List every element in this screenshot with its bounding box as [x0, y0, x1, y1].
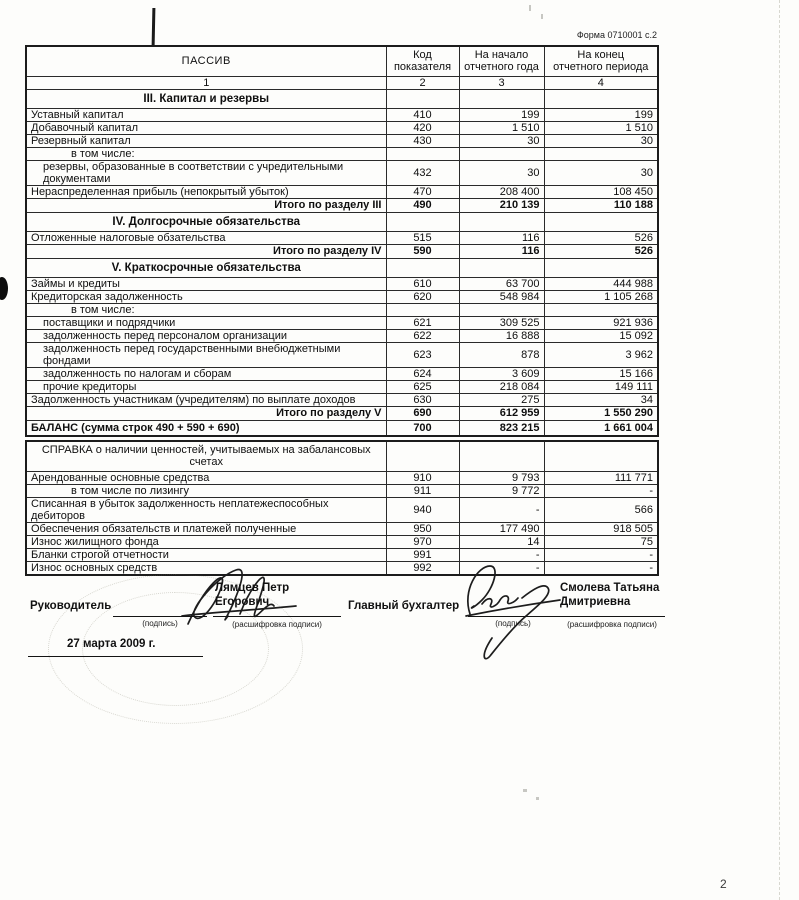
row-end-value [544, 303, 658, 316]
row-label: Нераспределенная прибыль (непокрытый убыток) [26, 185, 386, 198]
scan-artifact-speck [529, 5, 531, 11]
scan-artifact-edge-line [779, 0, 780, 900]
row-end-value: - [544, 484, 658, 497]
row-begin-value: 3 609 [459, 367, 544, 380]
column-header-code [386, 46, 459, 76]
row-code: 410 [386, 108, 459, 121]
row-label: Отложенные налоговые обзательства [26, 231, 386, 244]
table-row [26, 231, 658, 244]
reference-title-row [26, 441, 658, 471]
column-number: 1 [26, 76, 386, 89]
director-signature-line [113, 616, 207, 617]
row-label: Износ жилищного фонда [26, 535, 386, 548]
balance-liabilities-table [25, 45, 659, 437]
row-code: 630 [386, 393, 459, 406]
table-row [26, 160, 658, 185]
column-header-passiv: ПАССИВ [26, 46, 386, 76]
row-code: 622 [386, 329, 459, 342]
row-end-value: 1 661 004 [544, 420, 658, 436]
column-header-code-line1: Код [413, 49, 432, 62]
row-code: 470 [386, 185, 459, 198]
column-header-end [544, 46, 658, 76]
row-end-value [544, 212, 658, 231]
row-label: III. Капитал и резервы [26, 89, 386, 108]
accountant-signature-line [468, 616, 558, 617]
row-label: задолженность перед государственными внебюджетными фондами [26, 342, 386, 367]
row-label: Бланки строгой отчетности [26, 548, 386, 561]
director-role-label: Руководитель [30, 600, 112, 612]
row-end-value: 30 [544, 134, 658, 147]
row-label: БАЛАНС (сумма строк 490 + 590 + 690) [26, 420, 386, 436]
table-row [26, 316, 658, 329]
row-label: поставщики и подрядчики [26, 316, 386, 329]
row-begin-value: 275 [459, 393, 544, 406]
table-row [26, 212, 658, 231]
table-row [26, 244, 658, 258]
row-begin-value: 218 084 [459, 380, 544, 393]
row-end-value: 110 188 [544, 198, 658, 212]
form-note: Форма 0710001 с.2 [576, 30, 657, 40]
row-begin-value: 199 [459, 108, 544, 121]
row-begin-value: - [459, 561, 544, 575]
row-code: 620 [386, 290, 459, 303]
reference-table-title: СПРАВКА о наличии ценностей, учитываемых на забалансовых счетах [26, 441, 386, 471]
table-row [26, 258, 658, 277]
row-code: 991 [386, 548, 459, 561]
date-line: 27 марта 2009 г. [67, 638, 156, 650]
accountant-name-line2: Дмитриевна [560, 595, 631, 608]
table-row [26, 147, 658, 160]
row-label: задолженность перед персоналом организации [26, 329, 386, 342]
table-row [26, 342, 658, 367]
row-code: 970 [386, 535, 459, 548]
accountant-sign-caption: (подпись) [495, 619, 531, 628]
row-code: 910 [386, 471, 459, 484]
director-name [215, 582, 289, 609]
row-begin-value: 14 [459, 535, 544, 548]
row-label: Задолженность участникам (учредителям) по выплате доходов [26, 393, 386, 406]
table-row [26, 393, 658, 406]
director-decode-line [213, 616, 341, 617]
row-code: 625 [386, 380, 459, 393]
date-underline [28, 656, 203, 657]
empty-cell [386, 441, 459, 471]
row-end-value: 15 166 [544, 367, 658, 380]
row-begin-value [459, 147, 544, 160]
row-end-value: 149 111 [544, 380, 658, 393]
table-row [26, 290, 658, 303]
row-begin-value: 177 490 [459, 522, 544, 535]
accountant-role-label: Главный бухгалтер [348, 600, 460, 612]
row-label: Займы и кредиты [26, 277, 386, 290]
row-end-value: 566 [544, 497, 658, 522]
row-end-value [544, 89, 658, 108]
row-code [386, 89, 459, 108]
scan-artifact-hole-shadow [0, 277, 8, 300]
accountant-name [560, 582, 659, 609]
row-begin-value: 1 510 [459, 121, 544, 134]
row-code: 624 [386, 367, 459, 380]
row-begin-value: 208 400 [459, 185, 544, 198]
table-row [26, 198, 658, 212]
row-end-value: 30 [544, 160, 658, 185]
row-label: Арендованные основные средства [26, 471, 386, 484]
accountant-name-line1: Смолева Татьяна [560, 582, 660, 594]
row-label: в том числе по лизингу [26, 484, 386, 497]
row-end-value: 15 092 [544, 329, 658, 342]
row-end-value [544, 258, 658, 277]
row-label: в том числе: [26, 147, 386, 160]
row-end-value: 526 [544, 244, 658, 258]
table-row [26, 121, 658, 134]
row-label: Кредиторская задолженность [26, 290, 386, 303]
row-label: резервы, образованные в соответствии с учредительными документами [26, 160, 386, 185]
row-label: Износ основных средств [26, 561, 386, 575]
row-label: Итого по разделу III [26, 198, 386, 212]
row-begin-value: 116 [459, 231, 544, 244]
table-row [26, 134, 658, 147]
row-begin-value: 309 525 [459, 316, 544, 329]
director-sign-caption: (подпись) [142, 619, 178, 628]
row-code [386, 212, 459, 231]
row-code [386, 258, 459, 277]
row-begin-value: 16 888 [459, 329, 544, 342]
table-row [26, 535, 658, 548]
table-row [26, 522, 658, 535]
director-decode-caption: (расшифровка подписи) [232, 620, 322, 629]
row-label: в том числе: [26, 303, 386, 316]
row-end-value: 1 105 268 [544, 290, 658, 303]
table-row [26, 420, 658, 436]
column-number-row [26, 76, 658, 89]
empty-cell [544, 441, 658, 471]
column-number: 3 [459, 76, 544, 89]
scan-artifact-speck [536, 797, 539, 800]
row-code: 420 [386, 121, 459, 134]
row-code: 621 [386, 316, 459, 329]
row-begin-value: 63 700 [459, 277, 544, 290]
row-label: Уставный капитал [26, 108, 386, 121]
row-end-value: 921 936 [544, 316, 658, 329]
row-code: 690 [386, 406, 459, 420]
row-code: 590 [386, 244, 459, 258]
column-header-end-line1: На конец [577, 49, 625, 62]
row-begin-value: 9 772 [459, 484, 544, 497]
row-label: задолженность по налогам и сборам [26, 367, 386, 380]
table-row [26, 277, 658, 290]
row-code: 430 [386, 134, 459, 147]
table-row [26, 497, 658, 522]
row-begin-value: - [459, 497, 544, 522]
row-end-value [544, 147, 658, 160]
row-end-value: 1 550 290 [544, 406, 658, 420]
row-begin-value [459, 212, 544, 231]
row-end-value: 1 510 [544, 121, 658, 134]
row-begin-value: 210 139 [459, 198, 544, 212]
table-row [26, 380, 658, 393]
table-row [26, 108, 658, 121]
table-header-row [26, 46, 658, 76]
row-code: 911 [386, 484, 459, 497]
row-end-value: 526 [544, 231, 658, 244]
row-end-value: - [544, 548, 658, 561]
row-label: V. Краткосрочные обязательства [26, 258, 386, 277]
column-header-end-line2: отчетного периода [553, 61, 649, 74]
table-row [26, 89, 658, 108]
column-number: 2 [386, 76, 459, 89]
row-begin-value [459, 89, 544, 108]
row-begin-value [459, 258, 544, 277]
row-code [386, 303, 459, 316]
row-end-value: - [544, 561, 658, 575]
table-row [26, 185, 658, 198]
row-label: Итого по разделу IV [26, 244, 386, 258]
row-code: 950 [386, 522, 459, 535]
scan-artifact-speck [541, 14, 543, 19]
row-label: Резервный капитал [26, 134, 386, 147]
row-begin-value: 116 [459, 244, 544, 258]
row-label: Списанная в убыток задолженность неплатежеспособных дебиторов [26, 497, 386, 522]
row-code: 610 [386, 277, 459, 290]
table-row [26, 471, 658, 484]
row-code: 700 [386, 420, 459, 436]
row-end-value: 918 505 [544, 522, 658, 535]
table-row [26, 329, 658, 342]
director-name-line2: Егорович [215, 595, 270, 608]
row-begin-value: 30 [459, 160, 544, 185]
column-header-code-line2: показателя [393, 61, 452, 74]
empty-cell [459, 441, 544, 471]
row-begin-value: 9 793 [459, 471, 544, 484]
row-label: Итого по разделу V [26, 406, 386, 420]
row-code: 515 [386, 231, 459, 244]
row-end-value: 108 450 [544, 185, 658, 198]
accountant-decode-line [557, 616, 665, 617]
accountant-signature [448, 560, 574, 664]
table-row [26, 484, 658, 497]
row-begin-value: 612 959 [459, 406, 544, 420]
off-balance-reference-table [25, 440, 659, 576]
row-code: 992 [386, 561, 459, 575]
table-row [26, 367, 658, 380]
row-label: Добавочный капитал [26, 121, 386, 134]
table-row [26, 303, 658, 316]
row-code: 432 [386, 160, 459, 185]
column-header-begin [459, 46, 544, 76]
row-code: 940 [386, 497, 459, 522]
row-begin-value: 30 [459, 134, 544, 147]
accountant-decode-caption: (расшифровка подписи) [567, 620, 657, 629]
column-header-begin-line1: На начало [474, 49, 529, 62]
scan-artifact-speck [523, 789, 527, 792]
column-number: 4 [544, 76, 658, 89]
row-code: 623 [386, 342, 459, 367]
row-begin-value [459, 303, 544, 316]
row-label: IV. Долгосрочные обязательства [26, 212, 386, 231]
director-name-line1: Лямцев Петр [215, 582, 290, 594]
row-end-value: 75 [544, 535, 658, 548]
row-end-value: 111 771 [544, 471, 658, 484]
row-end-value: 199 [544, 108, 658, 121]
row-begin-value: - [459, 548, 544, 561]
scan-artifact-pen-mark [152, 8, 155, 46]
row-code: 490 [386, 198, 459, 212]
row-end-value: 3 962 [544, 342, 658, 367]
row-label: прочие кредиторы [26, 380, 386, 393]
row-code [386, 147, 459, 160]
row-end-value: 444 988 [544, 277, 658, 290]
page-number: 2 [720, 877, 727, 891]
row-begin-value: 823 215 [459, 420, 544, 436]
row-begin-value: 548 984 [459, 290, 544, 303]
row-begin-value: 878 [459, 342, 544, 367]
row-end-value: 34 [544, 393, 658, 406]
column-header-begin-line2: отчетного года [464, 61, 539, 74]
table-row [26, 406, 658, 420]
row-label: Обеспечения обязательств и платежей полученные [26, 522, 386, 535]
